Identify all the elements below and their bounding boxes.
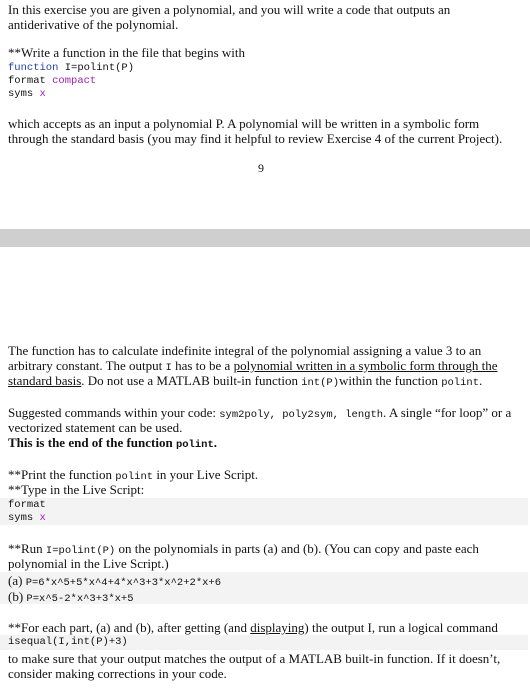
code-line-syms-2: syms x	[8, 512, 46, 524]
end-of-function-note: This is the end of the function polint.	[8, 435, 218, 451]
page-separator-band	[0, 229, 530, 247]
page-number: 9	[258, 161, 264, 175]
intro-line-1: In this exercise you are given a polynomial, and you will write a code that outputs an	[8, 2, 451, 17]
accepts-line-2: through the standard basis (you may find it helpful to review Exercise 4 of the current Project).	[8, 131, 503, 146]
code-shade-format-syms	[0, 498, 528, 525]
accepts-line-1: which accepts as an input a polynomial P. A polynomial will be written in a symbolic form	[8, 116, 480, 131]
run-line-1: **Run I=polint(P) on the polynomials in parts (a) and (b). (You can copy and paste each	[8, 541, 479, 557]
run-line-2: polynomial in the Live Script.)	[8, 556, 169, 571]
keyword-function: function	[8, 62, 59, 74]
code-line-syms: syms x	[8, 88, 46, 100]
code-line-isequal: isequal(I,int(P)+3)	[8, 636, 128, 648]
code-line-format: format compact	[8, 75, 97, 87]
suggested-line-1: Suggested commands within your code: sym2poly, poly2sym, length. A single “for loop” or a	[8, 405, 512, 421]
write-function-heading: **Write a function in the file that begins with	[8, 45, 246, 60]
part-a: (a) P=6*x^5+5*x^4+4*x^3+3*x^2+2*x+6	[8, 573, 222, 589]
suggested-line-2: vectorized statement can be used.	[8, 420, 183, 435]
final-line-3: to make sure that your output matches the output of a MATLAB built-in function. If it doesn’t,	[8, 651, 501, 666]
code-line-function: function I=polint(P)	[8, 62, 135, 74]
intro-line-2: antiderivative of the polynomial.	[8, 17, 179, 32]
function-desc-line-2: arbitrary constant. The output I has to be a polynomial written in a symbolic form through the	[8, 358, 498, 374]
print-line-1: **Print the function polint in your Live Script.	[8, 467, 259, 483]
print-line-2: **Type in the Live Script:	[8, 482, 145, 497]
function-desc-line-3: standard basis. Do not use a MATLAB built-in function int(P)within the function polint.	[8, 373, 483, 389]
standard-basis-link[interactable]: polynomial written in a symbolic form through the	[233, 358, 498, 373]
final-line-1: **For each part, (a) and (b), after getting (and displaying) the output I, run a logical command	[8, 620, 498, 635]
code-line-format-2: format	[8, 499, 46, 511]
function-desc-line-1: The function has to calculate indefinite integral of the polynomial assigning a value 3 to an	[8, 343, 482, 358]
final-line-4: consider making corrections in your code.	[8, 666, 227, 681]
standard-basis-link-cont[interactable]: standard basis	[8, 373, 82, 388]
part-b: (b) P=x^5-2*x^3+3*x+5	[8, 589, 134, 605]
